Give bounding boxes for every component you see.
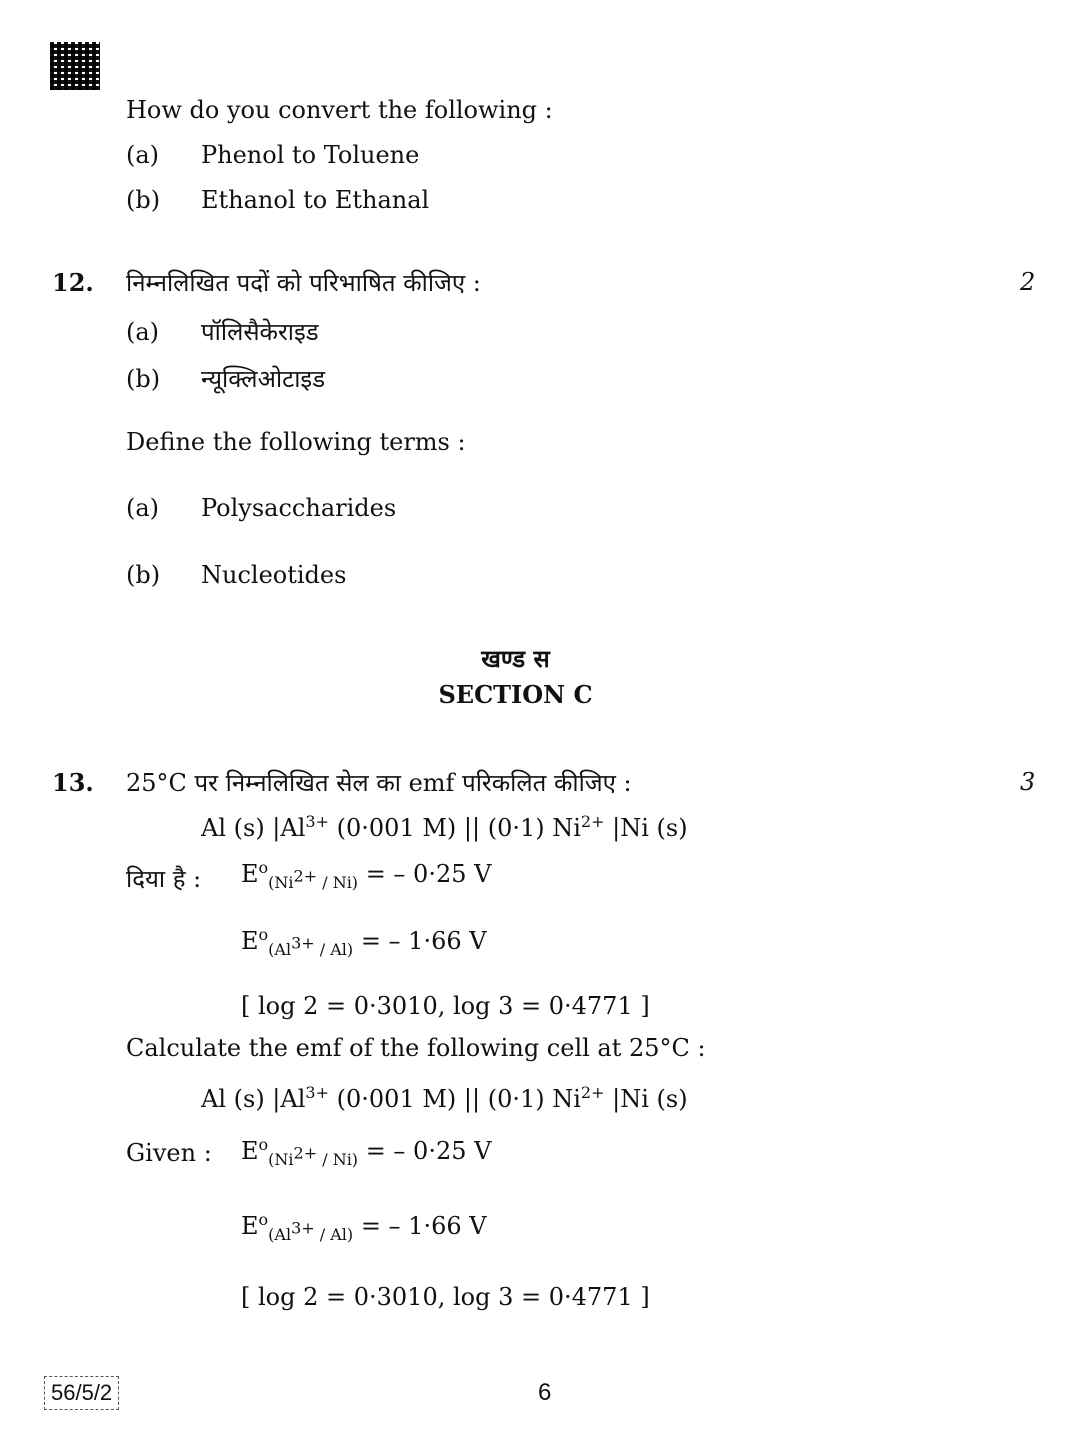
q12-hindi-item-b-text: न्यूक्लिओटाइड [201, 365, 326, 393]
q12-en-intro: Define the following terms : [126, 428, 466, 456]
electrode-potential-al-english: $E^o_{(Al^{3+} / Al)}$ = – 1·66 V [241, 1210, 487, 1244]
q13-number: 13. [52, 768, 94, 797]
cell-notation-english: Al (s) $|Al^{3+}$ (0·001 M) || (0·1) $Ni^{2+}$ |Ni (s) [201, 1083, 688, 1113]
q12-marks: 2 [1020, 268, 1036, 296]
electrode-potential-ni-hindi: $E^o_{(Ni^{2+} / Ni)}$ = – 0·25 V [241, 858, 492, 892]
q11-item-a-text: Phenol to Toluene [201, 141, 420, 169]
log-values-english: [ log 2 = 0·3010, log 3 = 0·4771 ] [241, 1283, 650, 1311]
given-label-english: Given : [126, 1139, 212, 1167]
q12-en-item-b-text: Nucleotides [201, 561, 347, 589]
q11-intro: How do you convert the following : [126, 96, 553, 124]
section-heading-english: SECTION C [438, 680, 593, 709]
q12-en-item-a-label: (a) [126, 494, 160, 522]
q11-item-b-text: Ethanol to Ethanal [201, 186, 430, 214]
electrode-potential-ni-english: $E^o_{(Ni^{2+} / Ni)}$ = – 0·25 V [241, 1135, 492, 1169]
q13-hindi-intro: 25°C पर निम्नलिखित सेल का emf परिकलित कीजिए : [126, 769, 632, 797]
section-heading-hindi: खण्ड स [481, 644, 550, 673]
q12-hindi-item-b-label: (b) [126, 365, 161, 393]
q12-en-item-a-text: Polysaccharides [201, 494, 397, 522]
paper-code-box: 56/5/2 [44, 1376, 119, 1410]
q12-number: 12. [52, 268, 94, 297]
q13-en-intro: Calculate the emf of the following cell at 25°C : [126, 1034, 706, 1062]
q12-hindi-intro: निम्नलिखित पदों को परिभाषित कीजिए : [126, 269, 481, 297]
q12-hindi-item-a-label: (a) [126, 318, 160, 346]
q11-item-b-label: (b) [126, 186, 161, 214]
given-label-hindi: दिया है : [126, 865, 202, 893]
page-number: 6 [538, 1379, 552, 1406]
cell-notation-hindi: Al (s) $|Al^{3+}$ (0·001 M) || (0·1) $Ni^{2+}$ |Ni (s) [201, 812, 688, 842]
log-values-hindi: [ log 2 = 0·3010, log 3 = 0·4771 ] [241, 992, 650, 1020]
q11-item-a-label: (a) [126, 141, 160, 169]
electrode-potential-al-hindi: $E^o_{(Al^{3+} / Al)}$ = – 1·66 V [241, 925, 487, 959]
q12-en-item-b-label: (b) [126, 561, 161, 589]
q13-marks: 3 [1020, 768, 1036, 796]
qr-code-icon [50, 42, 100, 90]
q12-hindi-item-a-text: पॉलिसैकेराइड [201, 318, 319, 346]
